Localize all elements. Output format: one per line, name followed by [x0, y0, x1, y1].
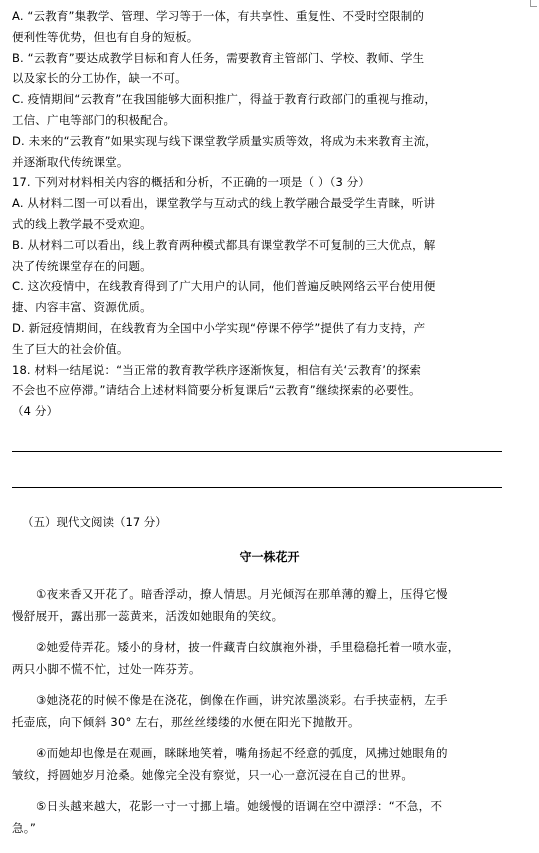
essay-paragraph-1: [12, 584, 534, 627]
paragraph-line: ②她爱侍弄花。矮小的身材，披一件藏青白纹旗袍外褂，手里稳稳托着一喷水壶，: [36, 640, 460, 654]
question-line: 生了巨大的社会价值。: [12, 341, 129, 356]
question-18-stem: 18. 材料一结尾说：“当正常的教育教学秩序逐渐恢复，相信有关‘云教育’的探索: [12, 362, 422, 377]
essay-paragraph-3: [12, 690, 534, 733]
question-line: A. “云教育”集教学、管理、学习等于一体，有共享性、重复性、不受时空限制的: [12, 9, 425, 23]
paragraph-line: 慢舒展开，露出那一蕊黄来，活泼如她眼角的笑纹。: [12, 608, 284, 623]
question-line: 工信、广电等部门的积极配合。: [12, 112, 176, 127]
question-block: [12, 6, 532, 422]
essay-paragraph-2: [12, 637, 534, 680]
essay-paragraph-5: [12, 796, 534, 839]
question-line: 决了传统课堂存在的问题。: [12, 258, 152, 273]
question-line: 并逐渐取代传统课堂。: [12, 154, 129, 169]
question-17-stem: 17. 下列对材料相关内容的概括和分析，不正确的一项是（ ）（3 分）: [12, 175, 371, 190]
paragraph-line: ④而她却也像是在观画，眯眯地笑着，嘴角扬起不经意的弧度，风拂过她眼角的: [36, 746, 448, 760]
question-line: D. 未来的“云教育”如果实现与线下课堂教学质量实质等效，将成为未来教育主流，: [12, 133, 437, 148]
question-line: 式的线上教学最不受欢迎。: [12, 216, 152, 231]
question-line: C. 这次疫情中，在线教育得到了广大用户的认同，他们普遍反映网络云平台使用便: [12, 279, 436, 294]
question-line: 不会也不应停滞。”请结合上述材料简要分析复课后“云教育”继续探索的必要性。: [12, 383, 421, 398]
essay-paragraph-4: [12, 743, 534, 786]
answer-line-1[interactable]: [12, 451, 502, 452]
question-line: D. 新冠疫情期间，在线教育为全国中小学实现“停课不停学”提供了有力支持，产: [12, 320, 426, 335]
essay-title: 守一株花开: [239, 550, 300, 564]
paragraph-line: ③她浇花的时候不像是在浇花，倒像在作画，讲究浓墨淡彩。右手挟壶柄，左手: [36, 693, 448, 707]
paragraph-line: 两只小脚不慌不忙，过处一阵芬芳。: [12, 661, 201, 676]
question-line: 捷、内容丰富、资源优质。: [12, 300, 152, 315]
paragraph-line: ⑤日头越来越大，花影一寸一寸挪上墙。她缓慢的语调在空中漂浮：“不急，不: [36, 799, 443, 813]
question-line: A. 从材料二图一可以看出，课堂教学与互动式的线上教学融合最受学生青睐，听讲: [12, 196, 436, 211]
question-line: 便利性等优势，但也有自身的短板。: [12, 29, 199, 44]
question-line: 以及家长的分工协作，缺一不可。: [12, 71, 187, 86]
paragraph-line: 皱纹，捋圆她岁月沧桑。她像完全没有察觉，只一心一意沉浸在自己的世界。: [12, 767, 414, 782]
section-header: （五）现代文阅读（17 分）: [22, 515, 167, 529]
question-line: （4 分）: [12, 404, 59, 419]
paragraph-line: ①夜来香又开花了。暗香浮动，撩人情思。月光倾泻在那单薄的瓣上，压得它慢: [36, 587, 448, 601]
answer-line-2[interactable]: [12, 487, 502, 488]
paragraph-line: 急。”: [12, 820, 37, 835]
question-line: C. 疫情期间“云教育”在我国能够大面积推广，得益于教育行政部门的重视与推动，: [12, 92, 437, 107]
essay-body: [12, 584, 534, 849]
paragraph-line: 托壶底，向下倾斜 30° 左右，那丝丝缕缕的水便在阳光下抛散开。: [12, 714, 360, 729]
question-line: B. 从材料二可以看出，线上教育两种模式都具有课堂教学不可复制的三大优点，解: [12, 237, 436, 252]
question-line: B. “云教育”要达成教学目标和育人任务，需要教育主管部门、学校、教师、学生: [12, 50, 425, 65]
